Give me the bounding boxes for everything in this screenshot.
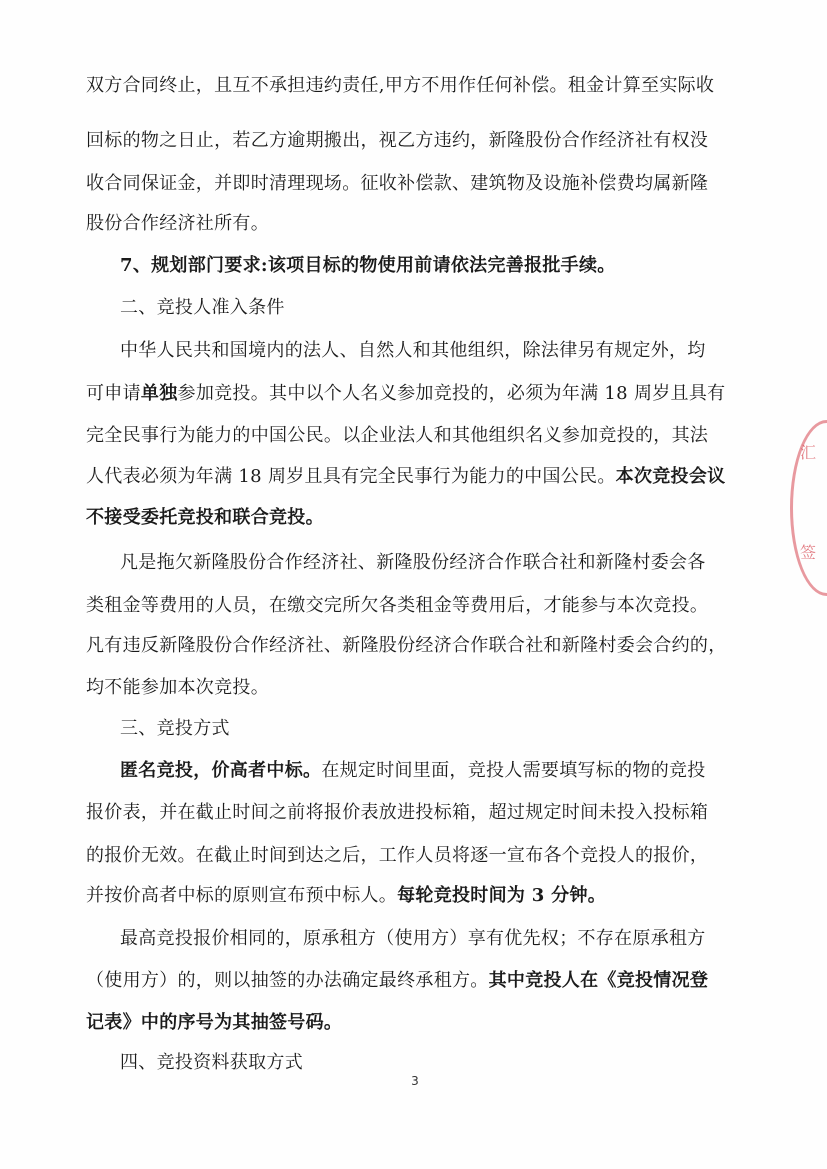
text-segment: 在规定时间里面，竞投人需要填写标的物的竞投: [321, 760, 706, 781]
bold-text-segment: 每轮竞投时间为 3 分钟。: [397, 885, 607, 906]
text-line: [86, 466, 762, 488]
text-line: [120, 255, 762, 277]
text-line: [86, 383, 762, 405]
text-line: [120, 718, 762, 740]
text-line: [86, 213, 762, 235]
text-line: [120, 552, 762, 574]
page-number: 3: [411, 1074, 419, 1088]
text-segment: 四、竞投资料获取方式: [120, 1052, 303, 1073]
bold-text-segment: 记表》中的序号为其抽签号码。: [86, 1012, 343, 1033]
bold-text-segment: 不接受委托竞投和联合竞投。: [86, 507, 324, 528]
text-segment: 中华人民共和国境内的法人、自然人和其他组织，除法律另有规定外，均: [120, 340, 706, 361]
text-segment: 并按价高者中标的原则宣布预中标人。: [86, 885, 398, 906]
bold-text-segment: 匿名竞投，价高者中标。: [120, 760, 322, 781]
text-line: [86, 75, 762, 97]
text-segment: （使用方）的，则以抽签的办法确定最终承租方。: [86, 970, 489, 991]
text-segment: 收合同保证金，并即时清理现场。征收补偿款、建筑物及设施补偿费均属新隆: [86, 173, 709, 194]
text-line: [86, 677, 762, 699]
text-segment: 二、竞投人准入条件: [120, 297, 285, 318]
text-segment: 股份合作经济社所有。: [86, 213, 269, 234]
text-line: [86, 507, 762, 529]
bold-text-segment: 单独: [140, 383, 178, 404]
text-line: [86, 595, 762, 617]
text-line: [120, 928, 762, 950]
text-line: [120, 760, 762, 782]
text-line: [86, 1012, 762, 1034]
text-line: [86, 845, 762, 867]
text-segment: 均不能参加本次竞投。: [86, 677, 269, 698]
text-segment: 类租金等费用的人员，在缴交完所欠各类租金等费用后，才能参与本次竞投。: [86, 595, 709, 616]
text-segment: 双方合同终止，且互不承担违约责任,甲方不用作任何补偿。租金计算至实际收: [86, 75, 715, 96]
text-segment: 参加竞投。其中以个人名义参加竞投的，必须为年满 18 周岁且具有: [177, 383, 726, 404]
text-segment: 凡有违反新隆股份合作经济社、新隆股份经济合作联合社和新隆村委会合约的，: [86, 635, 727, 656]
text-line: [86, 425, 762, 447]
text-line: [86, 635, 762, 657]
text-segment: 报价表，并在截止时间之前将报价表放进投标箱，超过规定时间未投入投标箱: [86, 802, 709, 823]
text-line: [86, 970, 762, 992]
text-line: [120, 1052, 762, 1074]
bold-text-segment: 7、规划部门要求:该项目标的物使用前请依法完善报批手续。: [120, 255, 616, 276]
text-line: [86, 130, 762, 152]
bold-text-segment: 本次竞投会议: [615, 466, 726, 487]
text-line: [120, 340, 762, 362]
text-segment: 可申请: [86, 383, 141, 404]
text-segment: 人代表必须为年满 18 周岁且具有完全民事行为能力的中国公民。: [86, 466, 616, 487]
text-segment: 凡是拖欠新隆股份合作经济社、新隆股份经济合作联合社和新隆村委会各: [120, 552, 706, 573]
text-line: [86, 885, 762, 907]
text-segment: 三、竞投方式: [120, 718, 230, 739]
text-segment: 的报价无效。在截止时间到达之后，工作人员将逐一宣布各个竞投人的报价，: [86, 845, 709, 866]
text-line: [120, 297, 762, 319]
text-segment: 最高竞投报价相同的，原承租方（使用方）享有优先权；不存在原承租方: [120, 928, 706, 949]
text-line: [86, 802, 762, 824]
text-segment: 完全民事行为能力的中国公民。以企业法人和其他组织名义参加竞投的，其法: [86, 425, 709, 446]
stamp-glyph-top: 汇: [800, 443, 817, 462]
text-line: [86, 173, 762, 195]
text-segment: 回标的物之日止，若乙方逾期搬出，视乙方违约，新隆股份合作经济社有权没: [86, 130, 709, 151]
bold-text-segment: 其中竞投人在《竞投情况登: [488, 970, 709, 991]
stamp-glyph-bottom: 签: [800, 543, 817, 562]
